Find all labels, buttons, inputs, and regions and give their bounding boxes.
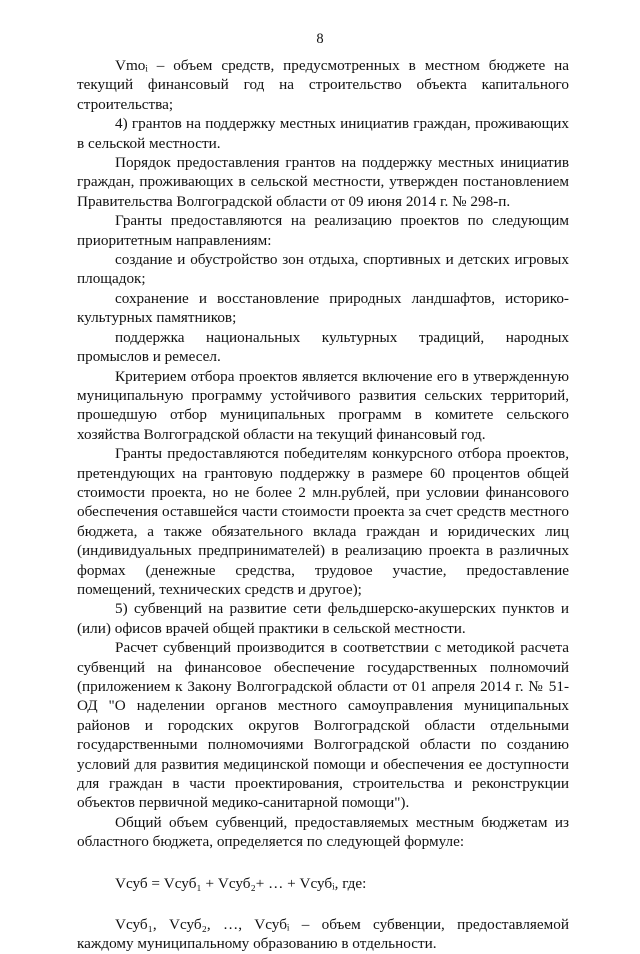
paragraph-grant-procedure: Порядок предоставления грантов на поддержку местных инициатив граждан, проживающих в сельской местности, утвержден постановлением Правительства Волгоградской области от 09 июня 2014 г. № 298-п. [77, 154, 569, 210]
list-item-recreation-zones: создание и обустройство зон отдыха, спортивных и детских игровых площадок; [77, 251, 569, 288]
paragraph-subvention-calculation: Расчет субвенций производится в соответствии с методикой расчета субвенций на финансовое обеспечение государственных полномочий (приложением к Закону Волгоградской области от 01 апреля 2014 г. № 51-ОД "О наделении органов местного самоуправления муниципальных районов и городских округов Волгоградской области отдельными государственными полномочиями Волгоградской области по созданию условий для развития медицинской помощи и обеспечения ее доступности для граждан в части проектирования, строительства и реконструкции объектов первичной медико-санитарной помощи"). [77, 639, 569, 812]
paragraph-grant-winners: Гранты предоставляются победителям конкурсного отбора проектов, претендующих на грантовую поддержку в размере 60 процентов общей стоимости проекта, но не более 2 млн.рублей, при условии финансового обеспечения оставшейся части стоимости проекта за счет средств местного бюджета, а также обязательного вклада граждан и юридических лиц (индивидуальных предпринимателей) в реализацию проекта в различных формах (денежные средства, трудовое участие, предоставление помещений, технических средств и другое); [77, 445, 569, 598]
paragraph-vmo-definition: Vmoᵢ – объем средств, предусмотренных в местном бюджете на текущий финансовый год на строительство объекта капитального строительства; [77, 57, 569, 113]
list-item-landscapes: сохранение и восстановление природных ландшафтов, историко-культурных памятников; [77, 289, 569, 327]
list-item-traditions: поддержка национальных культурных традиций, народных промыслов и ремесел. [77, 328, 569, 366]
paragraph-selection-criterion: Критерием отбора проектов является включение его в утвержденную муниципальную программу устойчивого развития сельских территорий, прошедшую отбор муниципальных программ в комитете сельского хозяйства Волгоградской области на текущий финансовый год. [77, 367, 569, 443]
spacer [77, 893, 569, 915]
paragraph-formula-definition: Vсуб₁, Vсуб₂, …, Vсубᵢ – объем субвенции, предоставляемой каждому муниципальному образованию в отдельности. [77, 916, 569, 953]
page-number: 8 [316, 31, 324, 47]
paragraph-total-subventions: Общий объем субвенций, предоставляемых местным бюджетам из областного бюджета, определяется по следующей формуле: [77, 813, 569, 851]
paragraph-item-5-subventions: 5) субвенций на развитие сети фельдшерско-акушерских пунктов и (или) офисов врачей общей практики в сельской местности. [77, 600, 569, 637]
spacer [77, 852, 569, 874]
paragraph-grant-directions: Гранты предоставляются на реализацию проектов по следующим приоритетным направлениям: [77, 212, 569, 249]
formula: Vсуб = Vсуб₁ + Vсуб₂+ … + Vсубᵢ, где: [115, 874, 367, 892]
paragraph-item-4-grants: 4) грантов на поддержку местных инициатив граждан, проживающих в сельской местности. [77, 115, 569, 152]
document-body [77, 56, 569, 954]
